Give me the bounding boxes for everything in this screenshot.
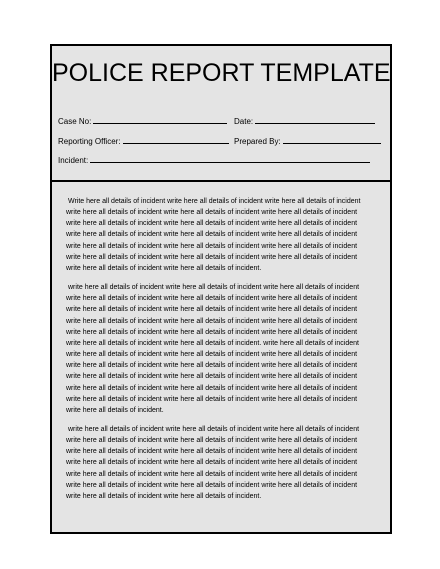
prepared-by-input-line[interactable] [283, 134, 381, 144]
date-field [234, 114, 375, 127]
date-input-line[interactable] [255, 114, 375, 124]
paragraph-line: write here all details of incident write here all details of incident write here all details of incident [66, 231, 358, 239]
paragraph-line: write here all details of incident write here all details of incident write here all details of incident [66, 317, 358, 325]
paragraph-line: write here all details of incident write here all details of incident. write here all details of incident [66, 339, 359, 347]
paragraph-line: write here all details of incident write here all details of incident write here all details of incident [68, 284, 360, 292]
paragraph-line: write here all details of incident write here all details of incident write here all details of incident [66, 362, 358, 370]
incident-details-body [66, 196, 376, 510]
paragraph-line: write here all details of incident write here all details of incident write here all details of incident [66, 481, 358, 489]
page-title: POLICE REPORT TEMPLATE [52, 59, 391, 87]
paragraph-line: write here all details of incident write here all details of incident write here all details of incident [66, 448, 358, 456]
paragraph-line: write here all details of incident write here all details of incident write here all details of incident [66, 395, 358, 403]
case-no-input-line[interactable] [93, 114, 227, 124]
paragraph-line: write here all details of incident write here all details of incident write here all details of incident [66, 384, 358, 392]
paragraph-line: write here all details of incident write here all details of incident write here all details of incident [66, 470, 358, 478]
paragraph-line: write here all details of incident write here all details of incident write here all details of incident [66, 459, 358, 467]
report-header [52, 46, 390, 182]
paragraph-line: write here all details of incident write here all details of incident write here all details of incident [66, 220, 358, 228]
paragraph-line: write here all details of incident write here all details of incident write here all details of incident [66, 373, 358, 381]
paragraph-line: write here all details of incident write here all details of incident write here all details of incident [66, 242, 358, 250]
paragraph-line: write here all details of incident write here all details of incident. [66, 264, 262, 272]
date-label: Date: [234, 117, 254, 126]
incident-input-line[interactable] [90, 153, 370, 163]
prepared-by-field [234, 134, 381, 147]
paragraph-line: write here all details of incident write here all details of incident write here all details of incident [66, 328, 358, 336]
case-no-label: Case No: [58, 117, 92, 126]
paragraph-line: write here all details of incident write here all details of incident write here all details of incident [66, 351, 358, 359]
prepared-by-label: Prepared By: [234, 137, 281, 146]
reporting-officer-field [58, 134, 229, 147]
paragraph-line: write here all details of incident write here all details of incident write here all details of incident [66, 253, 358, 261]
details-paragraph-2 [66, 282, 376, 416]
reporting-officer-label: Reporting Officer: [58, 137, 121, 146]
paragraph-line: write here all details of incident write here all details of incident write here all details of incident [66, 295, 358, 303]
paragraph-line: write here all details of incident write here all details of incident write here all details of incident [66, 437, 358, 445]
paragraph-line: write here all details of incident write here all details of incident. [66, 492, 262, 500]
details-paragraph-3 [66, 424, 376, 502]
paragraph-line: write here all details of incident. [66, 406, 164, 414]
paragraph-line: write here all details of incident write here all details of incident write here all details of incident [66, 306, 358, 314]
paragraph-line: write here all details of incident write here all details of incident write here all details of incident [66, 209, 358, 217]
report-sheet [50, 44, 392, 534]
details-paragraph-1 [66, 196, 376, 274]
paragraph-line: Write here all details of incident write here all details of incident write here all details of incident [68, 198, 361, 205]
incident-field [58, 153, 370, 166]
case-no-field [58, 114, 227, 127]
incident-label: Incident: [58, 156, 89, 165]
reporting-officer-input-line[interactable] [123, 134, 229, 144]
paragraph-line: write here all details of incident write here all details of incident write here all details of incident [68, 425, 360, 433]
